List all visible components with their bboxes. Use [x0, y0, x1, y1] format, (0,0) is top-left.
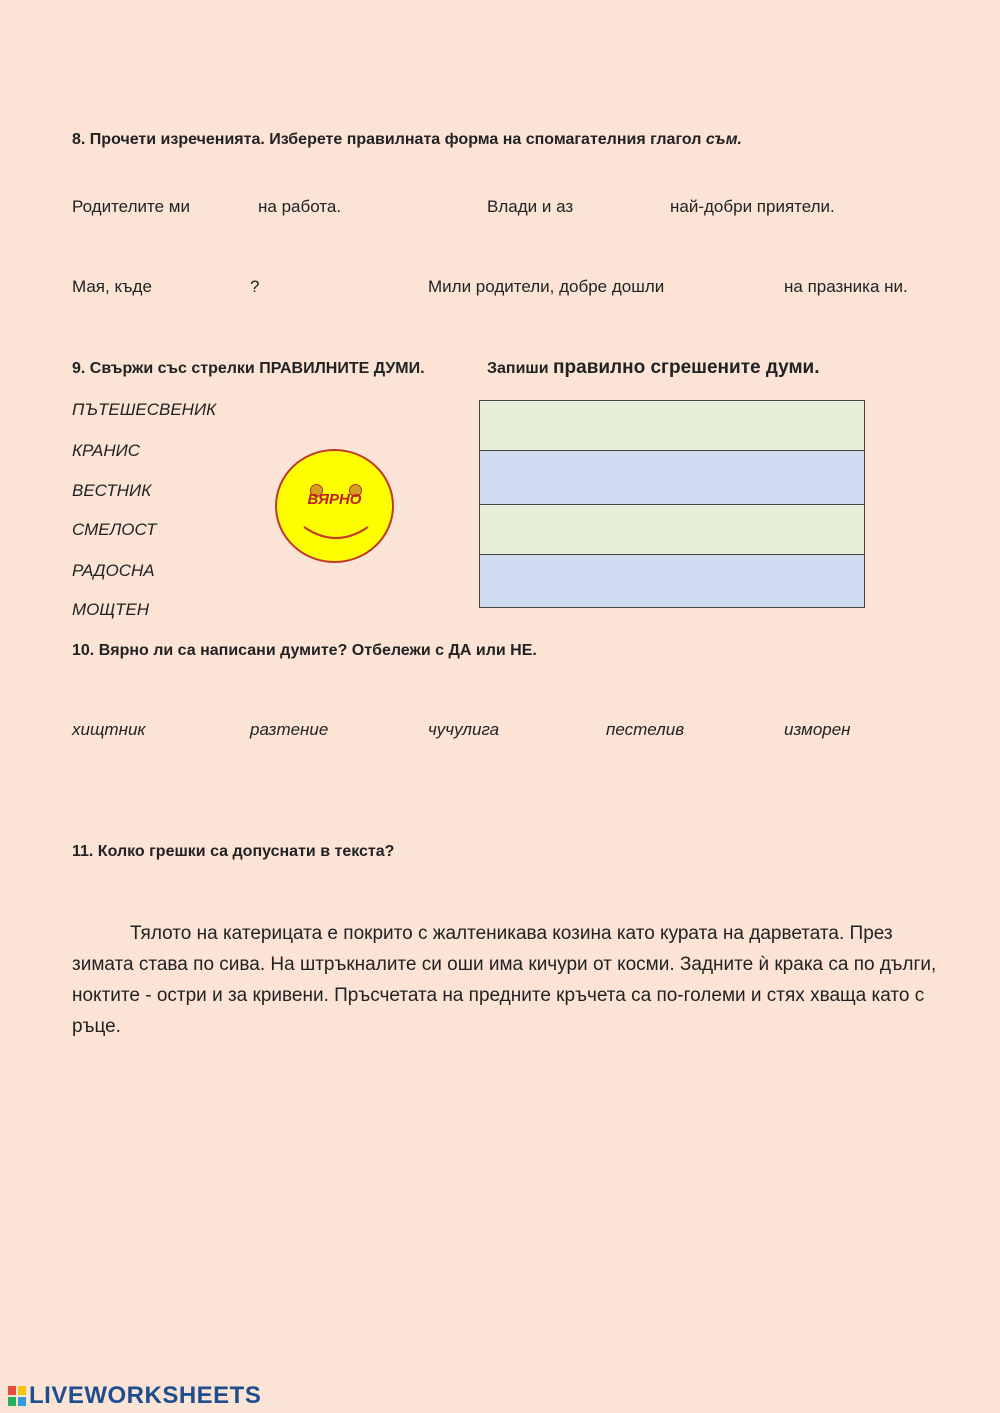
q9-subtitle: Запиши правилно сгрешените думи. [487, 357, 820, 378]
q9-word-3[interactable]: ВЕСТНИК [72, 481, 152, 500]
q9-word-2[interactable]: КРАНИС [72, 441, 141, 460]
q9-answer-box-1[interactable] [479, 400, 865, 451]
q8-sentence1-start: Родителите ми [72, 197, 190, 216]
q10-word-4[interactable]: пестелив [606, 720, 685, 739]
logo-blocks-icon [8, 1386, 26, 1406]
q8-sentence2-end: най-добри приятели. [670, 197, 835, 216]
q8-sentence2-start: Влади и аз [487, 197, 574, 216]
q8-sentence1-end: на работа. [258, 197, 342, 216]
q9-answer-box-3[interactable] [479, 504, 865, 555]
q10-word-3[interactable]: чучулига [428, 720, 500, 739]
q8-answer4-input[interactable] [695, 275, 783, 301]
q10-word-1[interactable]: хищтник [72, 720, 146, 739]
smiley-mouth-icon [301, 521, 371, 547]
q9-word-6[interactable]: МОЩТЕН [72, 600, 150, 619]
q8-answer2-input[interactable] [600, 195, 668, 221]
smiley-label: ВЯРНО [307, 491, 362, 508]
liveworksheets-logo [8, 1382, 261, 1410]
q9-word-4[interactable]: СМЕЛОСТ [72, 520, 157, 539]
q8-answer3-input[interactable] [165, 275, 251, 301]
q9-answer-box-4[interactable] [479, 554, 865, 608]
q8-sentence3-end: ? [250, 277, 260, 296]
q10-title: 10. Вярно ли са написани думите? Отбележи с ДА или НЕ. [72, 642, 537, 659]
q8-sentence4-start: Мили родители, добре дошли [428, 277, 665, 296]
q9-answer-box-2[interactable] [479, 450, 865, 505]
q10-word-2[interactable]: разтение [250, 720, 329, 739]
q8-title: 8. Прочети изреченията. Изберете правилната форма на спомагателния глагол съм. [72, 131, 742, 148]
q8-answer1-input[interactable] [190, 195, 256, 221]
logo-text: LIVEWORKSHEETS [29, 1382, 262, 1409]
q11-paragraph: Тялото на катерицата е покрито с жалтеникава козина като курата на дарветата. През зимата става по сива. На штръкналите си оши има кичури от косми. Задните ѝ крака са по дълги, ноктите - остри и за кривени. Пръсчетата на предните кръчета са по-големи и стях хваща като с ръце. [72, 923, 937, 1037]
q10-word-5[interactable]: изморен [784, 720, 851, 739]
q9-word-1[interactable]: ПЪТЕШЕСВЕНИК [72, 400, 217, 419]
q8-sentence3-start: Мая, къде [72, 277, 152, 296]
q8-sentence4-end: на празника ни. [784, 277, 908, 296]
q9-title: 9. Свържи със стрелки ПРАВИЛНИТЕ ДУМИ. [72, 360, 425, 377]
smiley-target[interactable] [275, 449, 394, 563]
q9-word-5[interactable]: РАДОСНА [72, 561, 155, 580]
q11-title: 11. Колко грешки са допуснати в текста? [72, 843, 395, 860]
